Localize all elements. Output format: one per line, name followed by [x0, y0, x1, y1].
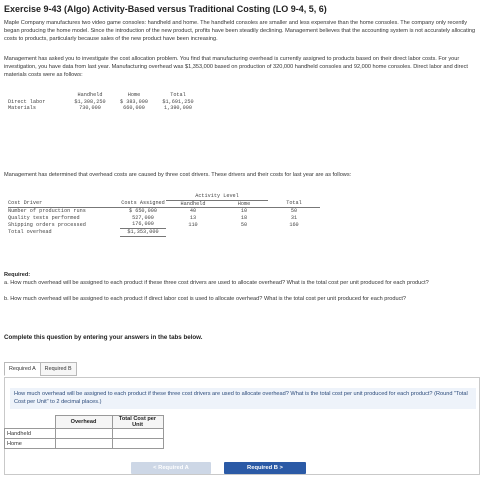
- drivers-paragraph: Management has determined that overhead costs are caused by three cost drivers. These drivers and their costs for last year are as follows:: [4, 172, 352, 178]
- driver-row-total: 31: [290, 214, 298, 221]
- driver-row-handheld: 110: [188, 221, 198, 228]
- tab-required-b[interactable]: Required B: [40, 362, 77, 376]
- driver-header-total: Total: [268, 200, 320, 208]
- cost-row-handheld: 730,000: [79, 105, 101, 112]
- driver-row-cost: $ 650,000: [128, 208, 158, 215]
- cost-table: [8, 92, 200, 112]
- handheld-cost-per-unit-input[interactable]: [112, 429, 163, 439]
- driver-table: [8, 193, 320, 237]
- cost-table-header-home: Home: [127, 92, 141, 98]
- cost-row-total: 1,390,000: [163, 105, 193, 112]
- answer-header-overhead: Overhead: [55, 416, 112, 429]
- driver-row-home: 10: [240, 208, 248, 215]
- required-heading: Required:: [4, 272, 31, 278]
- answer-header-cost-per-unit: Total Cost per Unit: [112, 416, 163, 429]
- driver-total-cost: $1,353,000: [120, 228, 166, 236]
- intro-paragraph: Maple Company manufactures two video game consoles: handheld and home. The handheld consoles are smaller and less expensive than the home consoles. The company only recently began producing the home model. Since the introduction of the new product, profits have been steadily declining. Management believes that the accounting system is not accurately allocating costs to products, particularly because sales of the new product have been increasing.: [4, 20, 476, 42]
- driver-row-handheld: 40: [189, 208, 197, 215]
- context-paragraph: Management has asked you to investigate the cost allocation problem. You find that manufacturing overhead is currently assigned to products based on their direct labor costs. For your investigation, you have data from last year. Manufacturing overhead was $1,353,000 based on production of 320,000 handheld consoles and 92,000 home consoles. Direct labor and direct materials costs were as follows:: [4, 56, 468, 78]
- driver-row-cost: 176,000: [120, 221, 166, 228]
- driver-header-handheld: Handheld: [166, 200, 220, 208]
- driver-header-cost: Costs Assigned: [121, 200, 165, 207]
- cost-table-header-handheld: Handheld: [77, 92, 103, 98]
- cost-row-handheld: $1,308,250: [74, 98, 106, 105]
- required-b-text: b. How much overhead will be assigned to each product if direct labor cost is used to allocate overhead? What is the total cost per unit produced for each product?: [4, 296, 407, 302]
- tab-bar: [4, 362, 76, 376]
- activity-level-header: Activity Level: [166, 193, 268, 200]
- cost-row-home: 660,000: [123, 105, 145, 112]
- answer-header-blank: [5, 416, 56, 429]
- driver-row-name: Shipping orders processed: [8, 221, 86, 228]
- next-required-b-button[interactable]: Required B >: [224, 462, 306, 474]
- driver-header-home: Home: [220, 200, 268, 208]
- home-overhead-input[interactable]: [55, 439, 112, 449]
- cost-row-label: Direct labor: [8, 98, 46, 105]
- handheld-overhead-input[interactable]: [55, 429, 112, 439]
- cost-row-label: Materials: [8, 105, 37, 112]
- driver-row-name: Quality tests performed: [8, 214, 80, 221]
- page-title: Exercise 9-43 (Algo) Activity-Based versus Traditional Costing (LO 9-4, 5, 6): [4, 4, 327, 14]
- required-a-text: a. How much overhead will be assigned to each product if these three cost drivers are used to allocate overhead? What is the total cost per unit produced for each product?: [4, 280, 429, 286]
- driver-total-label: Total overhead: [8, 228, 52, 235]
- home-cost-per-unit-input[interactable]: [112, 439, 163, 449]
- complete-instruction: Complete this question by entering your answers in the tabs below.: [4, 334, 203, 341]
- driver-row-name: Number of production runs: [8, 208, 86, 215]
- cost-row-home: $ 383,000: [119, 98, 149, 105]
- driver-header-driver: Cost Driver: [8, 200, 120, 208]
- driver-row-total: 160: [289, 221, 299, 228]
- driver-row-total: 50: [290, 208, 298, 215]
- cost-table-header-total: Total: [170, 92, 186, 98]
- answer-row-label-handheld: Handheld: [5, 429, 56, 439]
- answer-row-label-home: Home: [5, 439, 56, 449]
- driver-row-handheld: 13: [189, 214, 197, 221]
- answer-table: [4, 415, 164, 449]
- prev-required-a-button[interactable]: < Required A: [131, 462, 211, 474]
- driver-row-home: 18: [240, 214, 248, 221]
- tab-required-a[interactable]: Required A: [4, 362, 41, 376]
- driver-row-cost: 527,000: [132, 214, 154, 221]
- instruction-box: How much overhead will be assigned to each product if these three cost drivers are used to allocate overhead? What is the total cost per unit produced for each product? (Round "Total Cost per Unit" to 2 decimal places.): [10, 388, 476, 409]
- driver-row-home: 50: [240, 221, 248, 228]
- cost-table-header-blank: [8, 92, 68, 99]
- cost-row-total: $1,691,250: [162, 98, 194, 105]
